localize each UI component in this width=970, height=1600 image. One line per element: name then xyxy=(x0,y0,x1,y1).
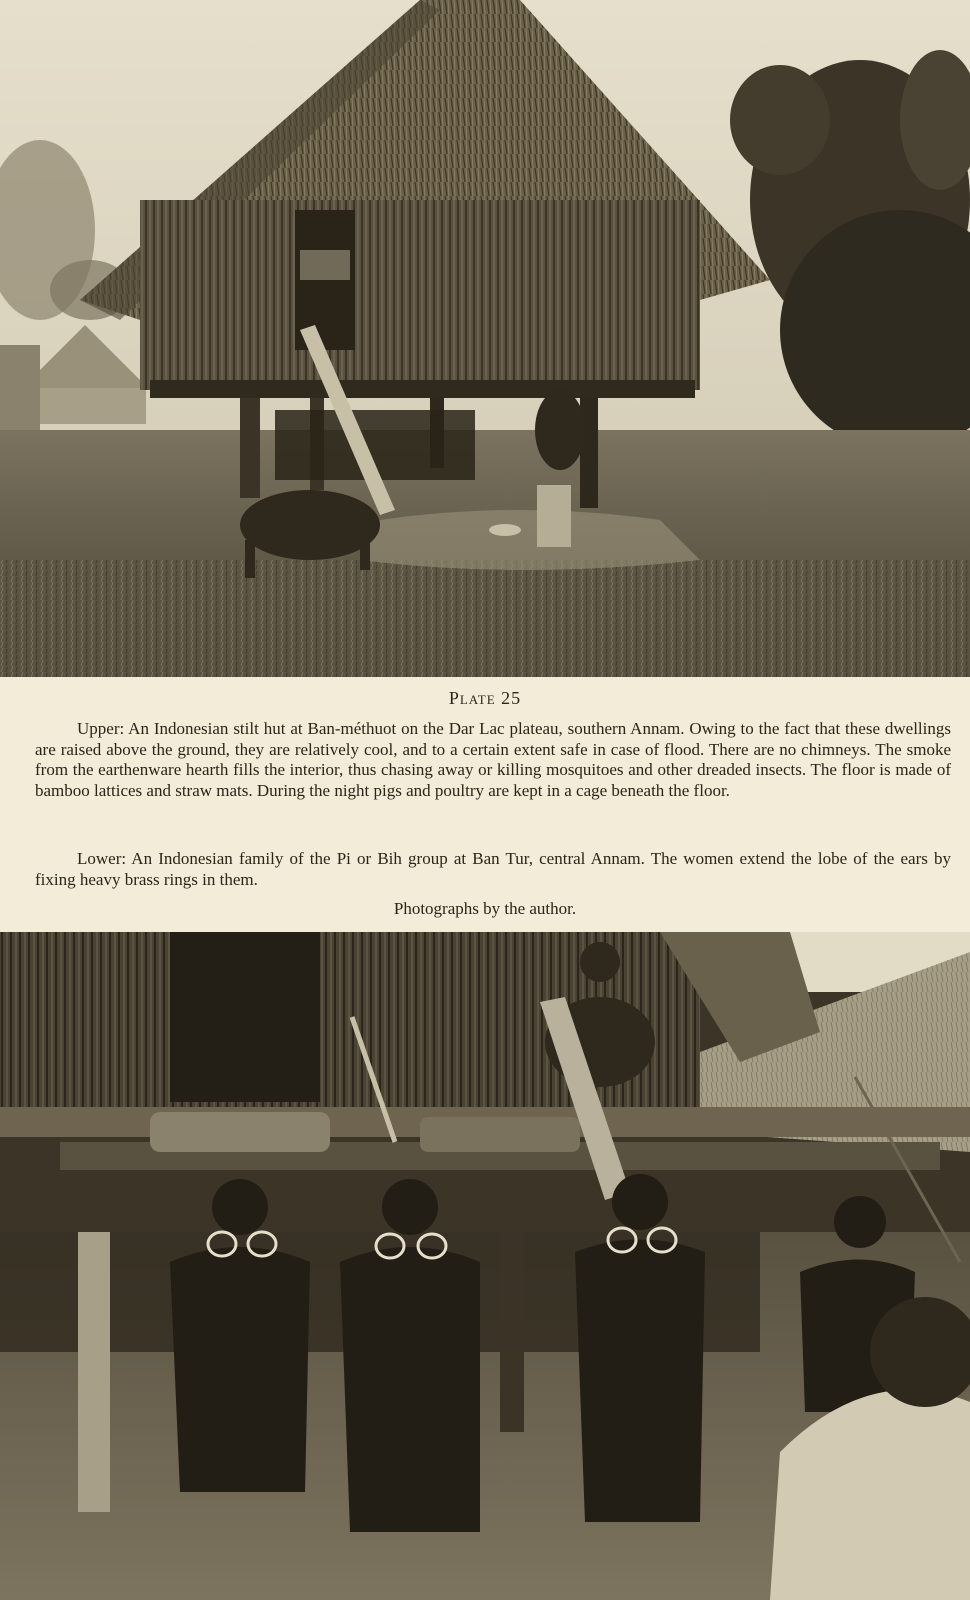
caption-lower: Lower: An Indonesian family of the Pi or Bih group at Ban Tur, central Annam. The women extend the lobe of the ears by fixing heavy brass rings in them. xyxy=(35,849,951,889)
photo-credit: Photographs by the author. xyxy=(393,899,577,918)
upper-photograph xyxy=(0,0,970,677)
caption-block xyxy=(0,677,970,932)
family-group-photo xyxy=(0,932,970,1600)
caption-upper: Upper: An Indonesian stilt hut at Ban-méthuot on the Dar Lac plateau, southern Annam. Owing to the fact that these dwellings are raised above the ground, they are relatively cool, and to a certain extent safe in case of flood. There are no chimneys. The smoke from the earthenware hearth fills the interior, thus chasing away or killing mosquitoes and other dreaded insects. The floor is made of bamboo lattices and straw mats. During the night pigs and poultry are kept in a cage beneath the floor. xyxy=(35,719,951,800)
plate-title: Plate 25 xyxy=(448,688,522,708)
lower-photograph xyxy=(0,932,970,1600)
stilt-hut-photo xyxy=(0,0,970,677)
